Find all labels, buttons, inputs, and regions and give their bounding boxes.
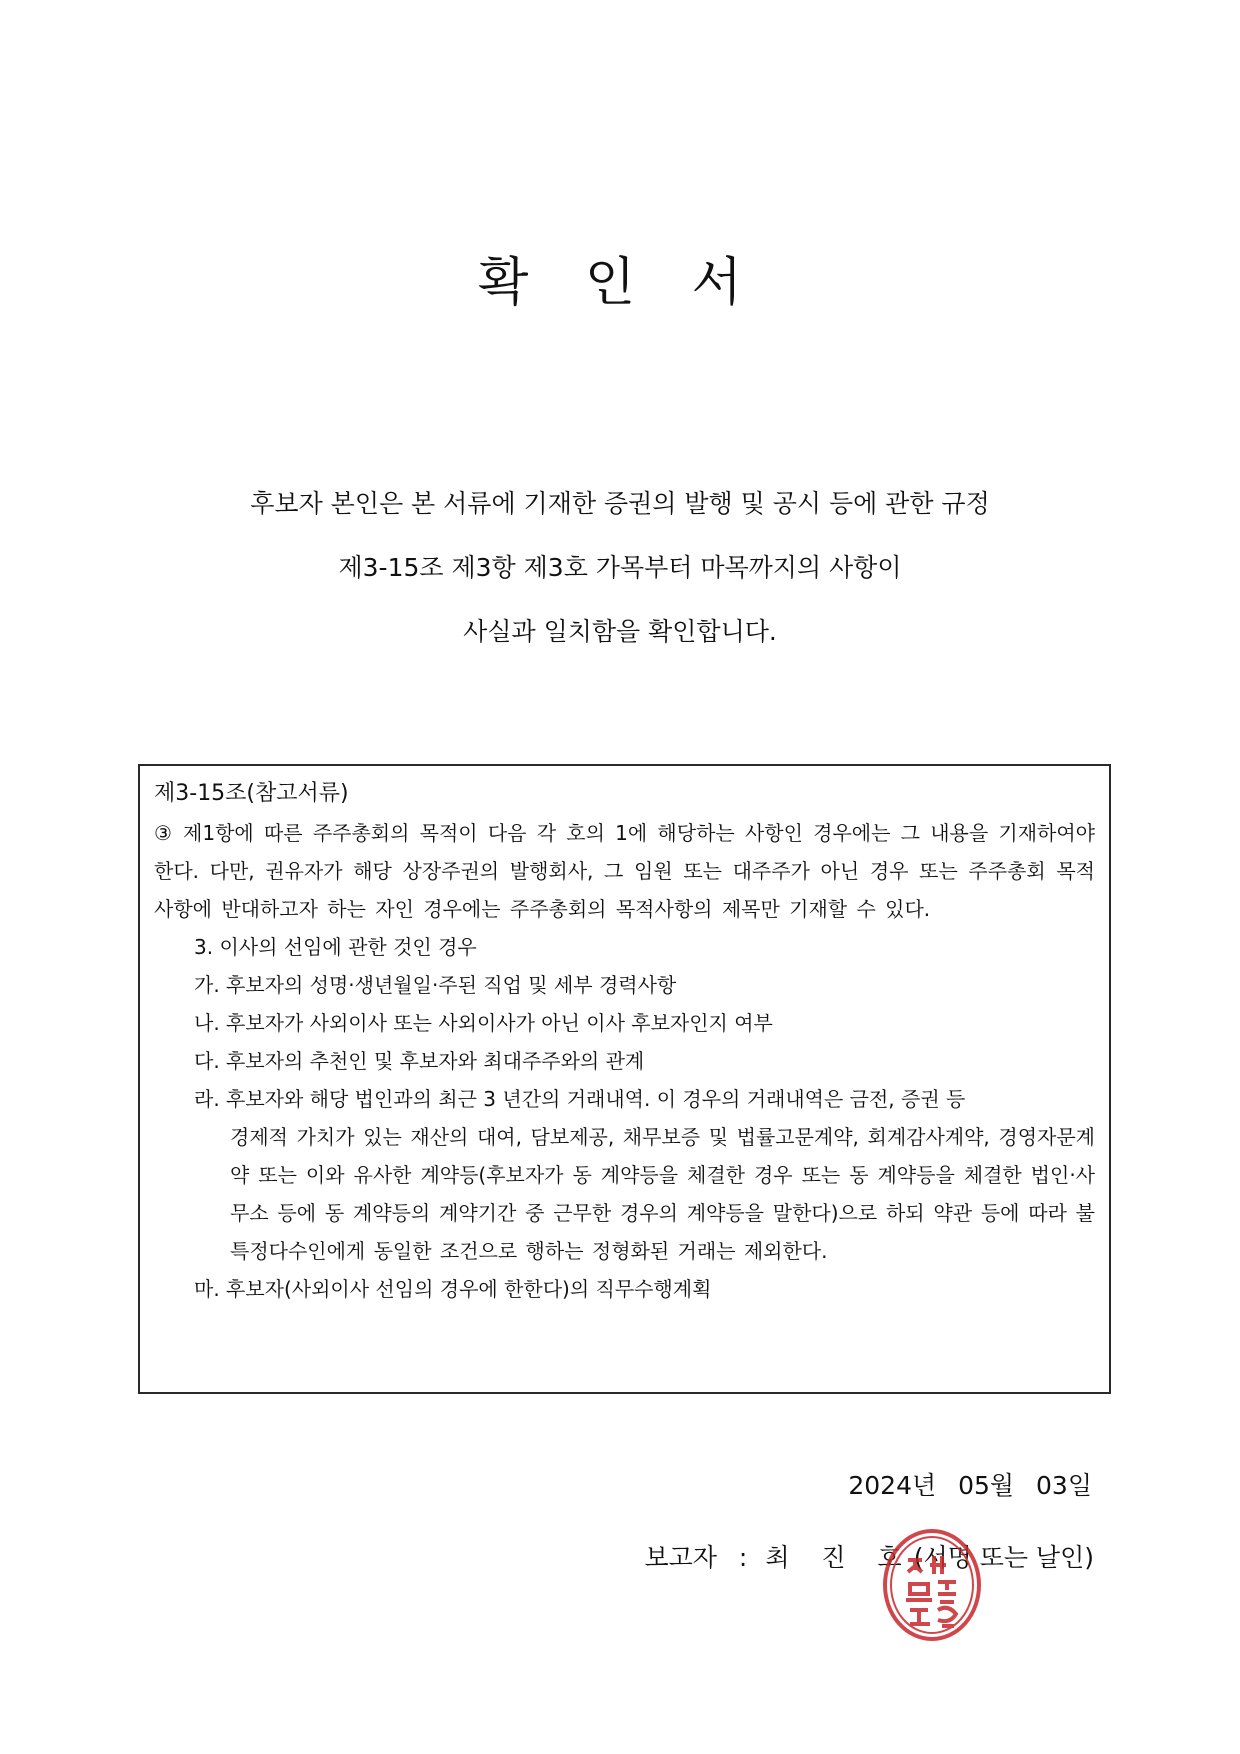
reference-regulation-box (138, 764, 1111, 1394)
red-seal-stamp-icon (880, 1526, 984, 1644)
reporter-colon: : (738, 1543, 748, 1572)
reference-item-ra (154, 1080, 1095, 1270)
reference-item-3: 3. 이사의 선임에 관한 것인 경우 (194, 935, 477, 959)
reference-item-da: 다. 후보자의 추천인 및 후보자와 최대주주와의 관계 (194, 1049, 645, 1073)
date-month: 05월 (958, 1471, 1015, 1500)
reference-item-na: 나. 후보자가 사외이사 또는 사외이사가 아닌 이사 후보자인지 여부 (194, 1011, 773, 1035)
date-year: 2024년 (848, 1471, 937, 1500)
reference-item-ma: 마. 후보자(사외이사 선임의 경우에 한한다)의 직무수행계획 (194, 1277, 712, 1301)
reporter-name: 최 진 호 (765, 1543, 914, 1572)
sign-note: (서명 또는 날인) (913, 1543, 1094, 1572)
signature-line (644, 1538, 1094, 1578)
reference-title: 제3-15조(참고서류) (154, 781, 349, 806)
statement-line-3: 사실과 일치함을 확인합니다. (463, 617, 777, 646)
reference-item-ra-continuation: 경제적 가치가 있는 재산의 대여, 담보제공, 채무보증 및 법률고문계약, 회계감사계약, 경영자문계약 또는 이와 유사한 계약등(후보자가 동 계약등을 체결한 경우 또는 동 계약등을 체결한 법인·사무소 등에 동 계약등의 계약기간 중 근무한 경우의 계약등을 말한다)으로 하되 약관 등에 따라 불특정다수인에게 동일한 조건으로 행하는 정형화된 거래는 제외한다. (230, 1125, 1095, 1263)
reporter-label: 보고자 (644, 1543, 717, 1572)
confirmation-statement (0, 482, 1240, 674)
document-title: 확 인 서 (478, 253, 762, 313)
statement-line-2: 제3-15조 제3항 제3호 가목부터 마목까지의 사항이 (338, 553, 902, 582)
statement-line-1: 후보자 본인은 본 서류에 기재한 증권의 발행 및 공시 등에 관한 규정 (250, 489, 990, 518)
date-day: 03일 (1036, 1471, 1092, 1500)
document-date (834, 1466, 1092, 1506)
reference-item-ra-first-line: 라. 후보자와 해당 법인과의 최근 3 년간의 거래내역. 이 경우의 거래내역은 금전, 증권 등 (194, 1087, 966, 1111)
reference-paragraph: ③ 제1항에 따른 주주총회의 목적이 다음 각 호의 1에 해당하는 사항인 경우에는 그 내용을 기재하여야 한다. 다만, 권유자가 해당 상장주권의 발행회사, 그 임원 또는 대주주가 아닌 경우 또는 주주총회 목적사항에 반대하고자 하는 자인 경우에는 주주총회의 목적사항의 제목만 기재할 수 있다. (154, 821, 1095, 921)
reference-item-ga: 가. 후보자의 성명·생년월일·주된 직업 및 세부 경력사항 (194, 973, 677, 997)
